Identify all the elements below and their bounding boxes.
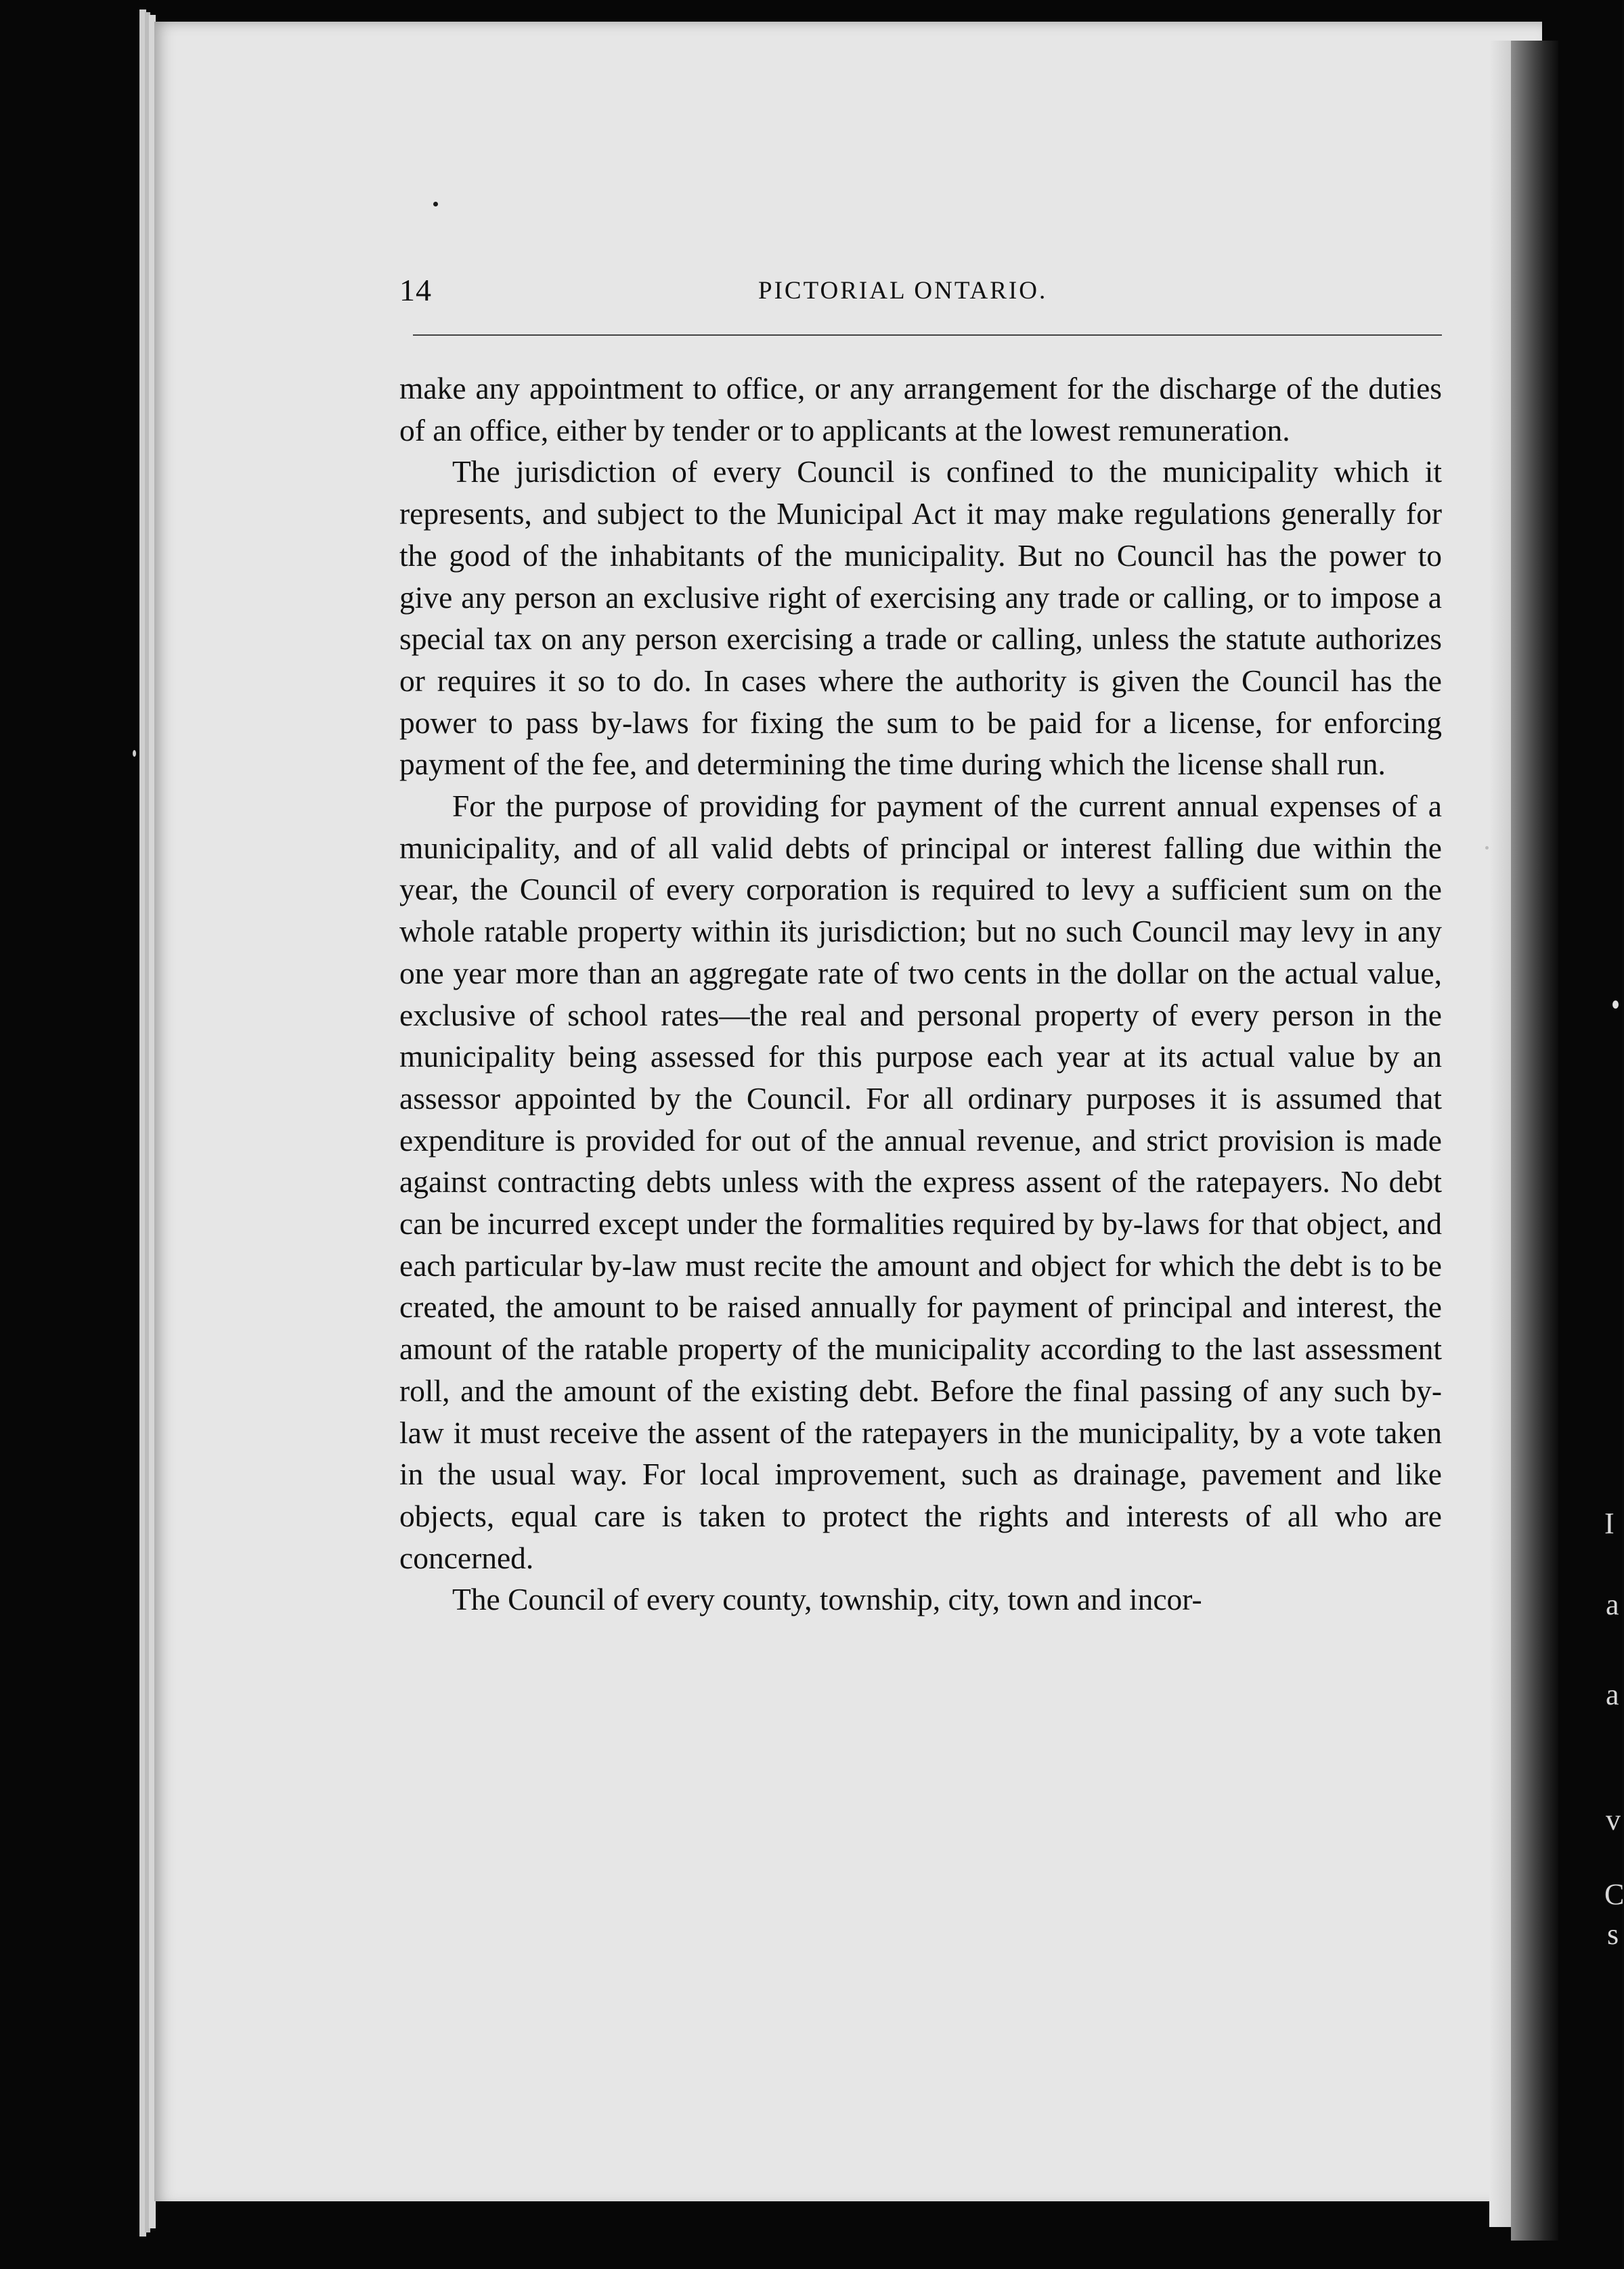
- paragraph: The Council of every county, township, city, town and incor-: [452, 1582, 1202, 1617]
- body-text: [399, 368, 1442, 1621]
- scan-speck: [133, 750, 136, 757]
- facing-page-fragment: v: [1606, 1803, 1621, 1836]
- facing-page-fragment: a: [1606, 1678, 1619, 1711]
- page-header: [399, 272, 1442, 313]
- page-number: 14: [399, 273, 432, 307]
- paragraph: make any appointment to office, or any arrangement for the discharge of the duties of an office, either by tender or to applicants at the lowest remuneration.: [399, 371, 1442, 447]
- facing-page-fragment: s: [1607, 1918, 1619, 1951]
- facing-page-fragment: I: [1604, 1507, 1615, 1540]
- facing-page-fragment: C: [1604, 1878, 1624, 1911]
- paragraph: For the purpose of providing for payment of the current annual expenses of a municipality, and of all valid debts of principal or interest falling due within the year, the Council of every corporation is required to levy a sufficient sum on the whole ratable property within its jurisdiction; but no such Council may levy in any one year more than an aggregate rate of two cents in the dollar on the actual value, exclusive of school rates—the real and personal property of every person in the municipality being assessed for this purpose each year at its actual value by an assessor appointed by the Council. For all ordinary purposes it is assumed that expenditure is provided for out of the annual revenue, and strict provision is made against contracting debts unless with the express assent of the ratepayers. No debt can be incurred except under the formalities required by by-laws for that object, and each particular by-law must recite the amount and object for which the debt is to be created, the amount to be raised annually for payment of principal and interest, the amount of the ratable property of the municipality according to the last assessment roll, and the amount of the existing debt. Before the final passing of any such by-law it must receive the assent of the ratepayers in the municipality, by a vote taken in the usual way. For local improvement, such as drainage, pavement and like objects, equal care is taken to protect the rights and interests of all who are concerned.: [399, 789, 1442, 1575]
- header-rule: [413, 334, 1442, 336]
- running-head: PICTORIAL ONTARIO.: [758, 277, 1048, 305]
- scan-speck: [1485, 846, 1489, 850]
- paragraph: The jurisdiction of every Council is confined to the municipality which it represents, and subject to the Municipal Act it may make regulations generally for the good of the inhabitants of the municipality. But no Council has the power to give any person an exclusive right of exercising any trade or calling, or to impose a special tax on any person exercising a trade or calling, unless the statute authorizes or requires it so to do. In cases where the authority is given the Council has the power to pass by-laws for fixing the sum to be paid for a license, for enforcing payment of the fee, and determining the time during which the license shall run.: [399, 454, 1442, 782]
- facing-page-fragment: a: [1606, 1588, 1619, 1621]
- scan-speck: [1612, 1000, 1619, 1009]
- book-binding-gutter: [1511, 41, 1558, 2241]
- scan-speck: [433, 202, 438, 206]
